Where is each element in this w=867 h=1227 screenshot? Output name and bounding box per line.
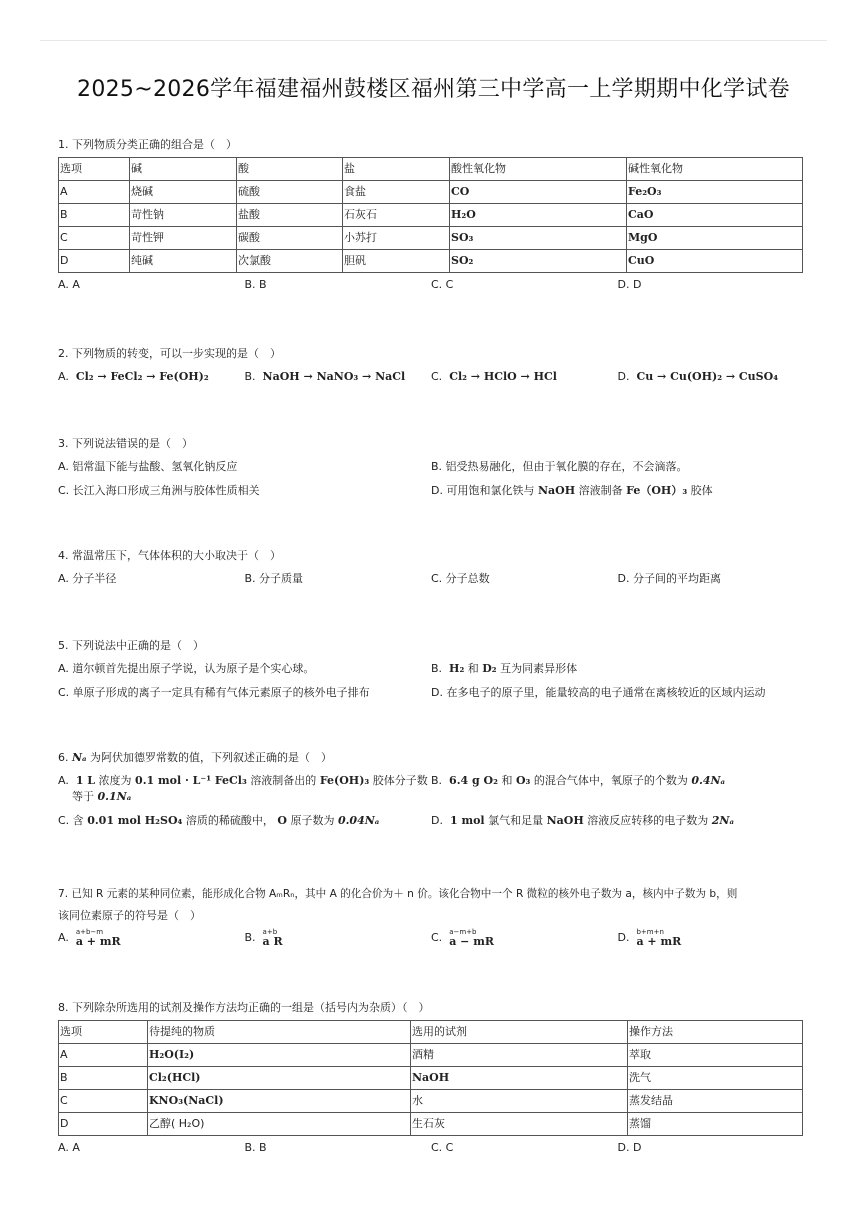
answer-options: [58, 571, 804, 587]
table-cell: A: [59, 181, 130, 204]
formula: H₂: [449, 662, 465, 675]
option-c[interactable]: C. C: [431, 278, 454, 291]
option-text: 胶体: [690, 484, 713, 497]
table-cell: SO₂: [450, 250, 627, 273]
header-cell: 碱: [130, 158, 237, 181]
table-cell: 蒸发结晶: [628, 1090, 803, 1113]
option-text: 氯气和足量: [488, 814, 544, 827]
table-row: [59, 250, 803, 273]
answer-options: [58, 773, 804, 837]
table-row: [59, 1067, 803, 1090]
option-b[interactable]: [431, 661, 804, 677]
option-text: 溶质的稀硫酸中，: [185, 814, 274, 827]
header-cell: 酸性氧化物: [450, 158, 627, 181]
avogadro-symbol: Nₐ: [72, 751, 87, 764]
question-stem-line2: 该同位素原子的符号是（ ）: [58, 909, 201, 922]
table-cell: C: [59, 227, 130, 250]
option-a[interactable]: [58, 369, 245, 385]
question-stem: 1. 下列物质分类正确的组合是（ ）: [58, 138, 237, 151]
classification-table: [58, 157, 803, 273]
option-d[interactable]: [618, 369, 805, 385]
formula: 6.4 g O₂: [449, 774, 498, 787]
table-cell: 硫酸: [237, 181, 343, 204]
question-stem: [58, 750, 804, 766]
option-label: A.: [58, 774, 69, 787]
option-d[interactable]: [431, 813, 804, 829]
question-6: [58, 750, 804, 837]
formula: 0.1Nₐ: [97, 790, 132, 803]
option-b[interactable]: [245, 369, 432, 385]
reaction-chain: Cu → Cu(OH)₂ → CuSO₄: [636, 370, 779, 383]
page-title: 2025~2026学年福建福州鼓楼区福州第三中学高一上学期期中化学试卷: [77, 77, 790, 102]
question-stem-line1: 7. 已知 R 元素的某种同位素，能形成化合物 AₘRₙ，其中 A 的化合价为＋ n 价。该化合物中一个 R 微粒的核外电子数为 a，核内中子数为 b，则: [58, 888, 738, 900]
option-b[interactable]: [431, 773, 804, 805]
table-cell: B: [59, 204, 130, 227]
option-label: D.: [617, 931, 630, 944]
header-cell: 选用的试剂: [411, 1021, 628, 1044]
atomic-number-symbol: a + mR: [636, 935, 682, 948]
nuclide-symbol: [449, 928, 494, 946]
option-a[interactable]: A. 道尔顿首先提出原子学说，认为原子是个实心球。: [58, 662, 315, 675]
option-label: B.: [244, 931, 256, 944]
question-7: [58, 886, 804, 946]
option-label: D.: [431, 814, 443, 827]
table-cell: 纯碱: [130, 250, 237, 273]
option-c[interactable]: C. 单原子形成的离子一定具有稀有气体元素原子的核外电子排布: [58, 686, 370, 699]
table-cell: NaOH: [411, 1067, 628, 1090]
nuclide-symbol: [636, 928, 681, 946]
formula: 0.1 mol · L⁻¹ FeCl₃: [135, 774, 247, 787]
table-cell: 次氯酸: [237, 250, 343, 273]
mass-number: a+b−m: [75, 928, 104, 936]
option-text: 胶体分子数: [372, 774, 428, 787]
option-d[interactable]: [618, 928, 805, 946]
question-3: [58, 436, 804, 507]
option-label: A.: [58, 931, 69, 944]
header-cell: 选项: [59, 158, 130, 181]
option-label: C.: [431, 370, 443, 383]
table-row: [59, 204, 803, 227]
option-label: C.: [431, 931, 443, 944]
option-b[interactable]: B. 铝受热易融化，但由于氧化膜的存在，不会滴落。: [431, 460, 688, 473]
option-d[interactable]: D. 在多电子的原子里，能量较高的电子通常在离核较近的区域内运动: [431, 686, 766, 699]
formula: 1 L: [75, 774, 96, 787]
option-d[interactable]: D. 分子间的平均距离: [617, 572, 721, 585]
table-cell: A: [59, 1044, 148, 1067]
reaction-chain: Cl₂ → FeCl₂ → Fe(OH)₂: [75, 370, 209, 383]
option-a[interactable]: A. A: [58, 278, 80, 291]
option-b[interactable]: B. B: [244, 1141, 267, 1154]
formula: 0.01 mol H₂SO₄: [87, 814, 183, 827]
table-row: [59, 227, 803, 250]
table-cell: H₂O(I₂): [148, 1044, 411, 1067]
question-stem: 3. 下列说法错误的是（ ）: [58, 437, 193, 450]
table-cell: 生石灰: [411, 1113, 628, 1136]
table-cell: 胆矾: [343, 250, 450, 273]
option-text: 等于: [72, 790, 94, 803]
header-cell: 待提纯的物质: [148, 1021, 411, 1044]
option-label: D.: [617, 370, 630, 383]
table-cell: 萃取: [628, 1044, 803, 1067]
table-cell: H₂O: [450, 204, 627, 227]
question-stem: 5. 下列说法中正确的是（ ）: [58, 639, 204, 652]
table-cell: 水: [411, 1090, 628, 1113]
option-c[interactable]: C. 分子总数: [431, 572, 490, 585]
header-divider: [40, 40, 827, 41]
table-cell: 苛性钠: [130, 204, 237, 227]
option-d[interactable]: [431, 483, 804, 499]
option-a[interactable]: [58, 773, 431, 805]
formula: 0.4Nₐ: [691, 774, 726, 787]
table-cell: 苛性钾: [130, 227, 237, 250]
table-cell: B: [59, 1067, 148, 1090]
option-text: 和: [501, 774, 513, 787]
option-c[interactable]: [431, 369, 618, 385]
table-cell: CO: [450, 181, 627, 204]
table-cell: 盐酸: [237, 204, 343, 227]
table-cell: D: [59, 1113, 148, 1136]
purification-table: [58, 1020, 803, 1136]
header-cell: 选项: [59, 1021, 148, 1044]
option-text: 溶液制备出的: [250, 774, 317, 787]
option-text: C. 含: [58, 814, 84, 827]
option-c[interactable]: [58, 813, 431, 829]
option-b[interactable]: B. 分子质量: [244, 572, 304, 585]
header-cell: 碱性氧化物: [627, 158, 803, 181]
table-cell: CaO: [627, 204, 803, 227]
question-stem: 8. 下列除杂所选用的试剂及操作方法均正确的一组是（括号内为杂质）（ ）: [58, 1001, 430, 1014]
nuclide-symbol: [76, 928, 121, 946]
table-cell: 小苏打: [343, 227, 450, 250]
atomic-number-symbol: a − mR: [449, 935, 494, 948]
option-text: 互为同素异形体: [500, 662, 578, 675]
option-text: 的混合气体中，氧原子的个数为: [533, 774, 688, 787]
formula: NaOH: [537, 484, 576, 497]
option-a[interactable]: A. 分子半径: [58, 572, 117, 585]
question-text: 为阿伏加德罗常数的值，下列叙述正确的是（ ）: [90, 751, 333, 764]
table-row: [59, 1090, 803, 1113]
table-row: [59, 181, 803, 204]
table-cell: 石灰石: [343, 204, 450, 227]
table-cell: 酒精: [411, 1044, 628, 1067]
option-text: 和: [467, 662, 479, 675]
formula: Fe（OH）₃: [626, 484, 688, 497]
table-cell: SO₃: [450, 227, 627, 250]
table-cell: 乙醇( H₂O): [148, 1113, 411, 1136]
atomic-number-symbol: a + mR: [75, 935, 121, 948]
table-cell: 碳酸: [237, 227, 343, 250]
table-cell: KNO₃(NaCl): [148, 1090, 411, 1113]
option-b[interactable]: [245, 928, 432, 946]
option-d[interactable]: D. D: [617, 278, 642, 291]
option-a[interactable]: A. A: [58, 1141, 80, 1154]
table-header-row: [59, 1021, 803, 1044]
formula: O: [277, 814, 287, 827]
question-1: [58, 137, 804, 293]
atomic-number-symbol: a R: [262, 935, 283, 948]
option-c[interactable]: C. 长江入海口形成三角洲与胶体性质相关: [58, 484, 260, 497]
option-a[interactable]: A. 铝常温下能与盐酸、氢氧化钠反应: [58, 460, 238, 473]
option-label: A.: [58, 370, 69, 383]
nuclide-symbol: [263, 928, 283, 946]
formula: D₂: [482, 662, 497, 675]
question-5: [58, 638, 804, 709]
table-cell: D: [59, 250, 130, 273]
table-cell: C: [59, 1090, 148, 1113]
option-c[interactable]: [431, 928, 618, 946]
answer-options: [58, 369, 804, 385]
table-cell: CuO: [627, 250, 803, 273]
table-cell: 洗气: [628, 1067, 803, 1090]
option-text: D. 可用饱和氯化铁与: [431, 484, 535, 497]
table-cell: Fe₂O₃: [627, 181, 803, 204]
answer-options: [58, 928, 804, 946]
question-stem: 4. 常温常压下，气体体积的大小取决于（ ）: [58, 549, 281, 562]
header-cell: 操作方法: [628, 1021, 803, 1044]
formula: 0.04Nₐ: [337, 814, 380, 827]
formula: 2Nₐ: [711, 814, 734, 827]
mass-number: b+m+n: [636, 928, 664, 936]
question-number: 6.: [58, 751, 69, 764]
question-4: [58, 548, 804, 587]
header-cell: 盐: [343, 158, 450, 181]
reaction-chain: NaOH → NaNO₃ → NaCl: [262, 370, 406, 383]
formula: 1 mol: [449, 814, 485, 827]
answer-options: [58, 277, 804, 293]
header-cell: 酸: [237, 158, 343, 181]
formula: Fe(OH)₃: [319, 774, 370, 787]
table-row: [59, 1113, 803, 1136]
answer-options: [58, 459, 804, 507]
table-row: [59, 1044, 803, 1067]
table-cell: 蒸馏: [628, 1113, 803, 1136]
option-text: 溶液制备: [578, 484, 623, 497]
option-d[interactable]: D. D: [617, 1141, 642, 1154]
option-text: 原子数为: [290, 814, 335, 827]
option-text: 浓度为: [98, 774, 132, 787]
answer-options: [58, 1140, 804, 1156]
table-cell: MgO: [627, 227, 803, 250]
reaction-chain: Cl₂ → HClO → HCl: [449, 370, 557, 383]
option-a[interactable]: [58, 928, 245, 946]
option-c[interactable]: C. C: [431, 1141, 454, 1154]
question-8: [58, 1000, 804, 1156]
table-cell: 烧碱: [130, 181, 237, 204]
table-cell: Cl₂(HCl): [148, 1067, 411, 1090]
mass-number: a+b: [262, 928, 278, 936]
formula: NaOH: [546, 814, 584, 827]
table-header-row: [59, 158, 803, 181]
formula: O₃: [515, 774, 531, 787]
answer-options: [58, 661, 804, 709]
option-label: B.: [244, 370, 256, 383]
option-label: B.: [431, 774, 443, 787]
option-label: B.: [431, 662, 443, 675]
question-stem: 2. 下列物质的转变，可以一步实现的是（ ）: [58, 347, 281, 360]
question-2: [58, 346, 804, 385]
table-cell: 食盐: [343, 181, 450, 204]
option-text: 溶液反应转移的电子数为: [587, 814, 709, 827]
mass-number: a−m+b: [449, 928, 477, 936]
option-b[interactable]: B. B: [244, 278, 267, 291]
